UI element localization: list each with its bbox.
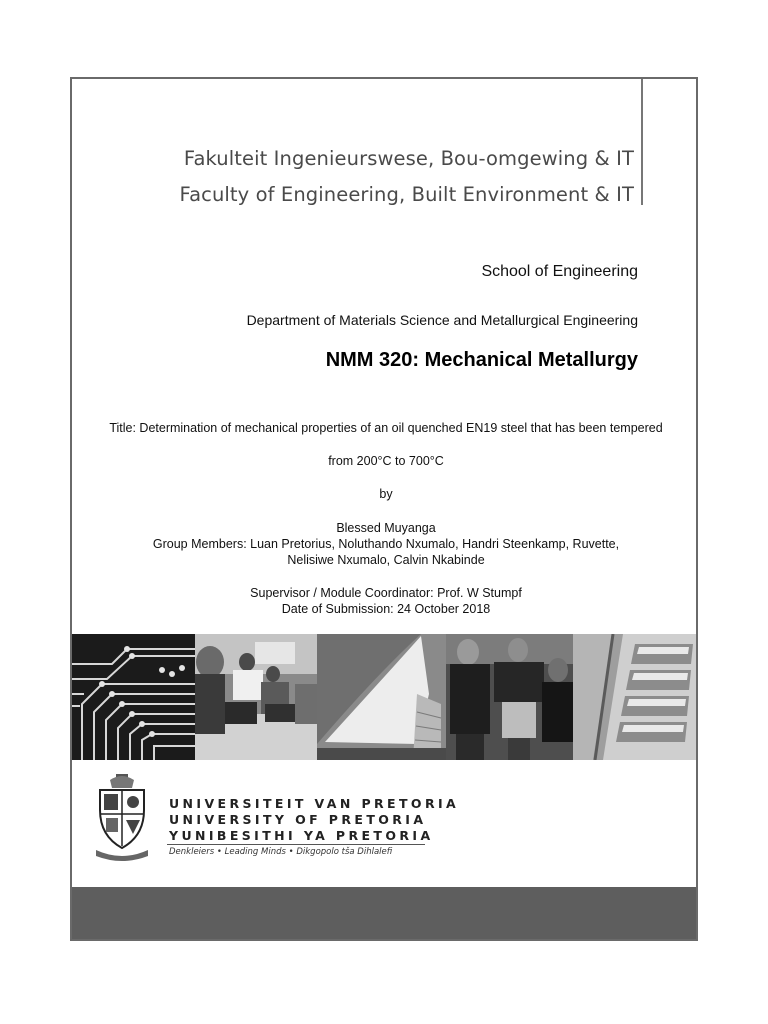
students-group-photo (446, 634, 573, 760)
supervisor-line: Supervisor / Module Coordinator: Prof. W Stumpf (250, 586, 522, 600)
author-name: Blessed Muyanga (336, 521, 436, 535)
school-name: School of Engineering (481, 263, 638, 280)
university-crest-icon (92, 770, 152, 871)
group-members-line-1: Group Members: Luan Pretorius, Noluthando Nxumalo, Handri Steenkamp, Ruvette, (152, 537, 620, 551)
curved-building-photo (317, 634, 446, 760)
circuit-board-photo (72, 634, 195, 760)
cover-page (70, 77, 698, 941)
department-name: Department of Materials Science and Metallurgical Engineering (246, 312, 638, 328)
report-title-line-2: from 200°C to 700°C (328, 454, 444, 468)
students-computer-lab-photo (195, 634, 317, 760)
faculty-name-afrikaans: Fakulteit Ingenieurswese, Bou-omgewing & IT (183, 147, 634, 170)
university-branding (72, 760, 698, 887)
by-label: by (379, 487, 393, 501)
faculty-divider (641, 79, 643, 205)
report-title-line-1: Title: Determination of mechanical properties of an oil quenched EN19 steel that has been tempered (109, 421, 663, 435)
faculty-name-english: Faculty of Engineering, Built Environment & IT (179, 183, 634, 206)
glass-facade-photo (573, 634, 698, 760)
submission-date: Date of Submission: 24 October 2018 (281, 602, 491, 616)
university-name-sepedi: YUNIBESITHI YA PRETORIA (169, 828, 434, 843)
motto-divider (167, 844, 425, 845)
course-title: NMM 320: Mechanical Metallurgy (325, 349, 638, 371)
group-members-line-2: Nelisiwe Nxumalo, Calvin Nkabinde (287, 553, 485, 567)
footer-band (72, 887, 698, 941)
university-name-afrikaans: UNIVERSITEIT VAN PRETORIA (169, 796, 460, 811)
university-motto: Denkleiers • Leading Minds • Dikgopolo tša Dihlalefi (169, 847, 393, 857)
university-name-english: UNIVERSITY OF PRETORIA (169, 812, 427, 827)
photo-strip (72, 634, 698, 760)
